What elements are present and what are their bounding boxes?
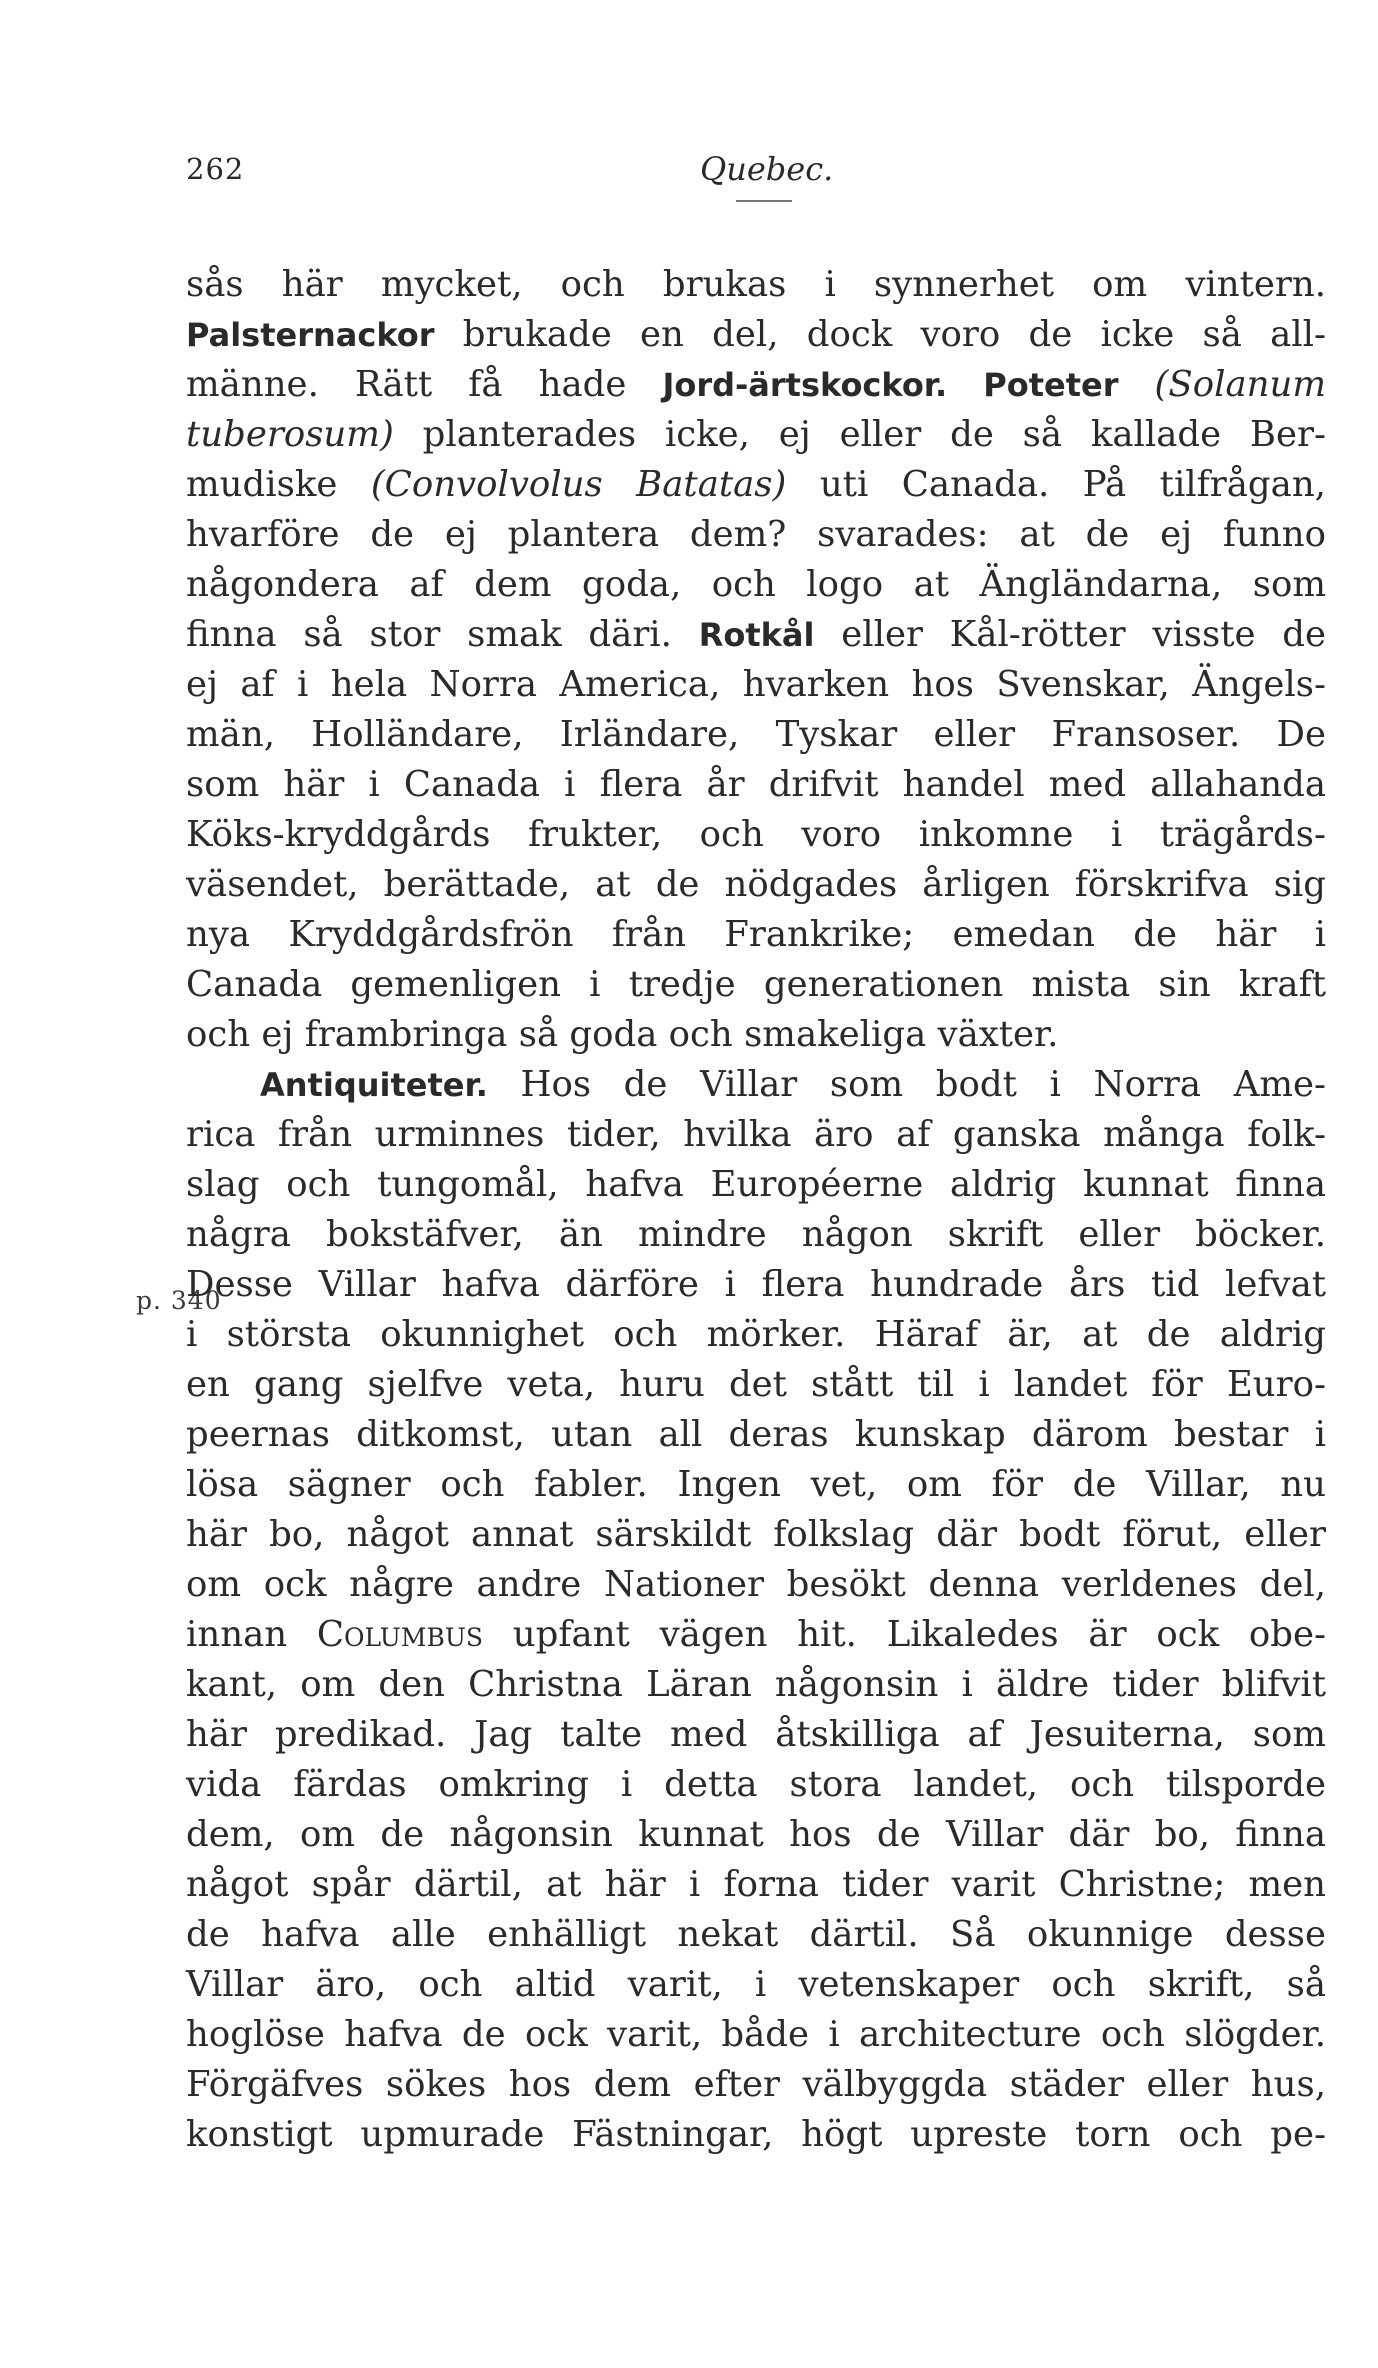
text-line: [186, 1310, 1326, 1360]
keyword: Antiquiteter.: [260, 1066, 488, 1104]
keyword: Poteter: [983, 366, 1119, 404]
text-run: om ock någre andre Nationer besökt denna verldenes del,: [186, 1564, 1326, 1605]
text-line: [186, 1410, 1326, 1460]
keyword: Rotkål: [698, 616, 815, 654]
text-line: [186, 1860, 1326, 1910]
body-text: [186, 260, 1326, 2160]
text-line: [186, 1960, 1326, 2010]
italic-term: (Convolvolus Batatas): [370, 464, 787, 505]
text-line: [186, 2060, 1326, 2110]
keyword: Jord-ärtskockor.: [662, 366, 948, 404]
text-run: de hafva alle enhälligt nekat därtil. Så okunnige desse: [186, 1914, 1326, 1955]
text-run: män, Holländare, Irländare, Tyskar eller Fransoser. De: [186, 714, 1326, 755]
text-line: [186, 1760, 1326, 1810]
text-line: [186, 610, 1326, 660]
text-line: [186, 860, 1326, 910]
text-run: Canada gemenligen i tredje generationen mista sin kraft: [186, 964, 1326, 1005]
text-run: lösa sägner och fabler. Ingen vet, om för de Villar, nu: [186, 1464, 1326, 1505]
text-run: [1118, 364, 1154, 405]
text-line: [186, 1060, 1326, 1110]
text-line: [186, 1160, 1326, 1210]
text-run: dem, om de någonsin kunnat hos de Villar där bo, finna: [186, 1814, 1326, 1855]
text-line: [186, 1710, 1326, 1760]
text-run: konstigt upmurade Fästningar, högt upreste torn och pe-: [186, 2114, 1326, 2155]
text-run: någondera af dem goda, och logo at Ängländarna, som: [186, 564, 1326, 605]
text-run: hvarföre de ej plantera dem? svarades: at de ej funno: [186, 514, 1326, 555]
text-run: uti Canada. På tilfrågan,: [786, 464, 1326, 505]
text-line: [186, 1010, 1326, 1060]
text-line: [186, 260, 1326, 310]
text-run: som här i Canada i flera år drifvit handel med allahanda: [186, 764, 1326, 805]
text-run: ej af i hela Norra America, hvarken hos Svenskar, Ängels-: [186, 664, 1326, 705]
text-run: här predikad. Jag talte med åtskilliga af Jesuiterna, som: [186, 1714, 1326, 1755]
header-rule: [736, 200, 792, 202]
keyword: Palsternackor: [186, 316, 435, 354]
text-run: kant, om den Christna Läran någonsin i äldre tider blifvit: [186, 1664, 1326, 1705]
small-caps-name: Columbus: [316, 1614, 484, 1655]
text-run: Förgäfves sökes hos dem efter välbyggda städer eller hus,: [186, 2064, 1326, 2105]
italic-term: tuberosum): [186, 414, 394, 455]
text-line: [186, 510, 1326, 560]
text-line: [186, 2110, 1326, 2160]
text-run: finna så stor smak däri.: [186, 614, 699, 655]
italic-term: (Solanum: [1154, 364, 1326, 405]
text-line: [186, 1460, 1326, 1510]
text-run: och ej frambringa så goda och smakeliga växter.: [186, 1014, 1059, 1055]
text-run: männe. Rätt få hade: [186, 364, 663, 405]
text-line: [186, 1510, 1326, 1560]
text-run: upfant vägen hit. Likaledes är ock obe-: [483, 1614, 1326, 1655]
text-line: [186, 1210, 1326, 1260]
text-run: här bo, något annat särskildt folkslag där bodt förut, eller: [186, 1514, 1326, 1555]
text-line: [186, 1810, 1326, 1860]
text-run: planterades icke, ej eller de så kallade Ber-: [393, 414, 1326, 455]
margin-note: p. 340: [136, 1286, 222, 1315]
text-line: [186, 760, 1326, 810]
page-number: 262: [186, 152, 245, 186]
text-run: rica från urminnes tider, hvilka äro af ganska många folk-: [186, 1114, 1326, 1155]
text-line: [186, 1610, 1326, 1660]
text-line: [186, 1360, 1326, 1410]
text-run: några bokstäfver, än mindre någon skrift eller böcker.: [186, 1214, 1326, 1255]
text-run: brukade en del, dock voro de icke så all-: [434, 314, 1326, 355]
text-run: Köks-kryddgårds frukter, och voro inkomne i trägårds-: [186, 814, 1326, 855]
text-run: Hos de Villar som bodt i Norra Ame-: [487, 1064, 1326, 1105]
text-run: något spår därtil, at här i forna tider varit Christne; men: [186, 1864, 1326, 1905]
text-run: eller Kål-rötter visste de: [814, 614, 1326, 655]
text-line: [186, 810, 1326, 860]
text-run: väsendet, berättade, at de nödgades årligen förskrifva sig: [186, 864, 1326, 905]
text-run: Villar äro, och altid varit, i vetenskaper och skrift, så: [186, 1964, 1326, 2005]
text-line: [186, 360, 1326, 410]
text-line: [186, 1110, 1326, 1160]
text-run: hoglöse hafva de ock varit, både i architecture och slögder.: [186, 2014, 1326, 2055]
text-run: Desse Villar hafva därföre i flera hundrade års tid lefvat: [186, 1264, 1326, 1305]
text-run: nya Kryddgårdsfrön från Frankrike; emedan de här i: [186, 914, 1326, 955]
text-line: [186, 1260, 1326, 1310]
text-line: [186, 2010, 1326, 2060]
text-line: [186, 460, 1326, 510]
text-run: peernas ditkomst, utan all deras kunskap därom bestar i: [186, 1414, 1326, 1455]
text-line: [186, 1660, 1326, 1710]
text-run: slag och tungomål, hafva Européerne aldrig kunnat finna: [186, 1164, 1326, 1205]
text-run: innan: [186, 1614, 317, 1655]
text-line: [186, 660, 1326, 710]
text-line: [186, 1910, 1326, 1960]
text-line: [186, 910, 1326, 960]
text-run: en gang sjelfve veta, huru det stått til i landet för Euro-: [186, 1364, 1326, 1405]
text-run: vida färdas omkring i detta stora landet, och tilsporde: [186, 1764, 1326, 1805]
text-line: [186, 410, 1326, 460]
text-run: [947, 364, 983, 405]
text-line: [186, 710, 1326, 760]
text-line: [186, 960, 1326, 1010]
running-head: Quebec.: [700, 150, 834, 188]
text-line: [186, 560, 1326, 610]
text-run: mudiske: [186, 464, 371, 505]
text-run: i största okunnighet och mörker. Häraf är, at de aldrig: [186, 1314, 1326, 1355]
text-line: [186, 310, 1326, 360]
text-line: [186, 1560, 1326, 1610]
text-run: sås här mycket, och brukas i synnerhet om vintern.: [186, 264, 1326, 305]
